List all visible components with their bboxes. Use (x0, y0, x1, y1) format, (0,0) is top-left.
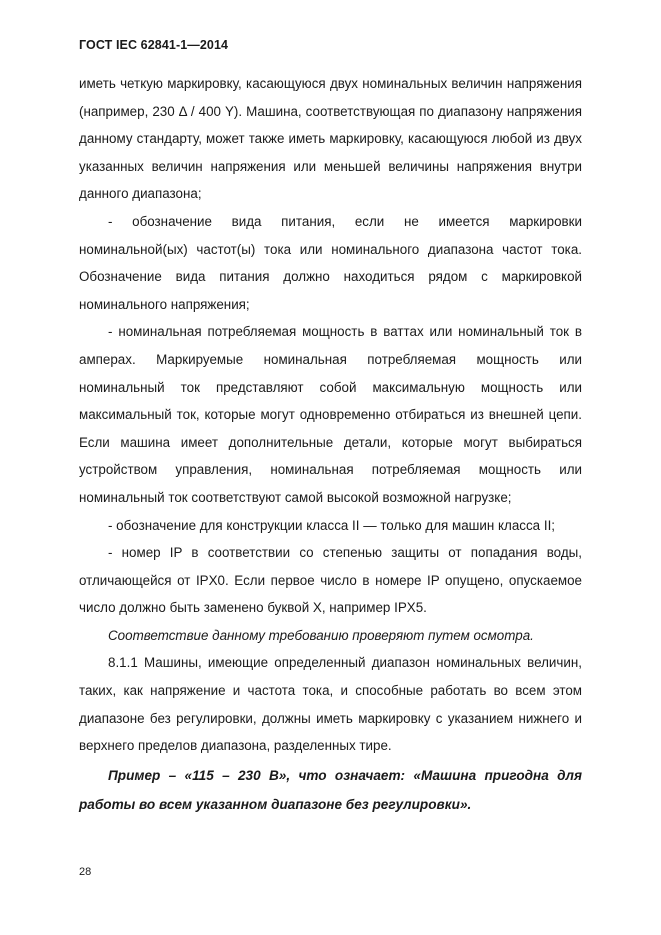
paragraph-8-1-1: 8.1.1 Машины, имеющие определенный диапазон номинальных величин, таких, как напряжение и частота тока, и способные работать во всем этом диапазоне без регулировки, должны иметь маркировку с указанием нижнего и верхнего пределов диапазона, разделенных тире. (79, 655, 582, 754)
paragraph-ip-number: - номер IP в соответствии со степенью защиты от попадания воды, отличающейся от IPX0. Если первое число в номере IP опущено, опускаемое число должно быть заменено буквой X, например IPX5. (79, 545, 582, 616)
paragraph-voltage-marking: иметь четкую маркировку, касающуюся двух номинальных величин напряжения (например, 230 Δ / 400 Y). Машина, соответствующая по диапазону напряжения данному стандарту, может также иметь маркировку, касающуюся любой из двух указанных величин напряжения или меньшей величины напряжения внутри данного диапазона; (79, 76, 582, 202)
document-header: ГОСТ IEC 62841-1—2014 (79, 38, 229, 52)
paragraph-compliance-check: Соответствие данному требованию проверяют путем осмотра. (108, 627, 534, 643)
paragraph-class-ii: - обозначение для конструкции класса II — только для машин класса II; (108, 517, 556, 533)
document-body (79, 70, 582, 819)
paragraph-example: Пример – «115 – 230 В», что означает: «Машина пригодна для работы во всем указанном диапазоне без регулировки». (79, 767, 582, 812)
paragraph-rated-power: - номинальная потребляемая мощность в ваттах или номинальный ток в амперах. Маркируемые номинальная потребляемая мощность или номинальный ток представляют собой максимальную мощность или максимальный ток, которые могут одновременно отбираться из внешней цепи. Если машина имеет дополнительные детали, которые могут выбираться устройством управления, номинальная потребляемая мощность или номинальный ток соответствуют самой высокой возможной нагрузке; (79, 324, 582, 505)
page-number: 28 (79, 866, 92, 878)
paragraph-supply-type: - обозначение вида питания, если не имеется маркировки номинальной(ых) частот(ы) тока или номинального диапазона частот тока. Обозначение вида питания должно находиться рядом с маркировкой номинального напряжения; (79, 213, 582, 312)
